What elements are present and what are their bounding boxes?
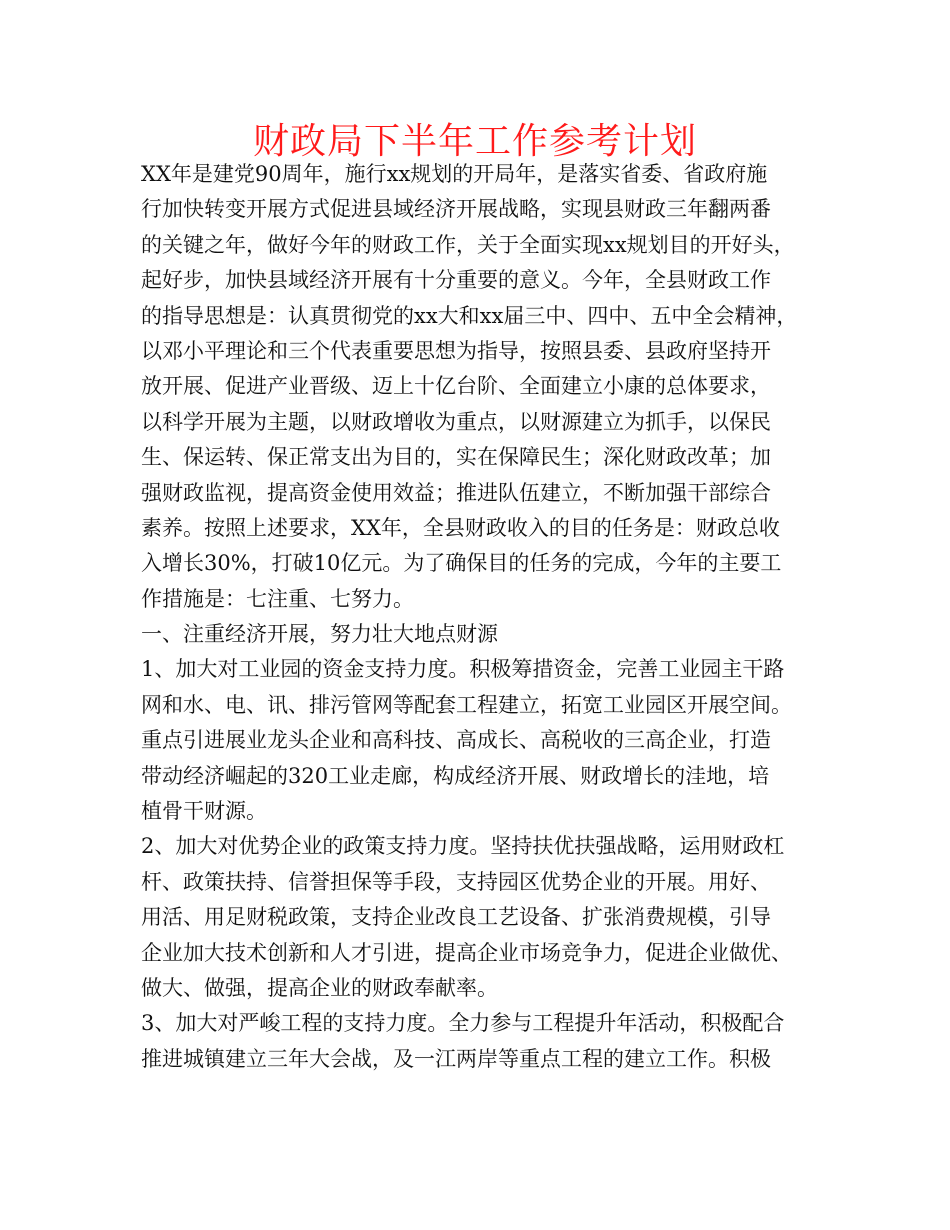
body-line: 素养。按照上述要求，XX年，全县财政收入的目的任务是：财政总收 xyxy=(141,515,780,540)
body-line: 以邓小平理论和三个代表重要思想为指导，按照县委、县政府坚持开 xyxy=(141,338,771,363)
body-line: XX年是建党90周年，施行xx规划的开局年，是落实省委、省政府施 xyxy=(141,162,768,186)
document-title: 财政局下半年工作参考计划 xyxy=(252,121,697,162)
body-line: 行加快转变开展方式促进县域经济开展战略，实现县财政三年翻两番 xyxy=(141,197,771,222)
body-line: 用活、用足财税政策，支持企业改良工艺设备、扩张消费规模，引导 xyxy=(141,905,771,930)
body-line: 的关键之年，做好今年的财政工作，关于全面实现xx规划目的开好头， xyxy=(141,232,795,257)
body-line: 生、保运转、保正常支出为目的，实在保障民生；深化财政改革；加 xyxy=(141,445,771,470)
body-line: 推进城镇建立三年大会战，及一江两岸等重点工程的建立工作。积极 xyxy=(141,1046,771,1071)
body-line: 植骨干财源。 xyxy=(141,799,267,824)
body-line: 放开展、促进产业晋级、迈上十亿台阶、全面建立小康的总体要求， xyxy=(141,374,771,399)
body-line: 带动经济崛起的320工业走廊，构成经济开展、财政增长的洼地，培 xyxy=(141,763,770,788)
section-heading: 一、注重经济开展，努力壮大地点财源 xyxy=(141,622,498,647)
document-body xyxy=(141,157,813,1077)
body-line: 作措施是：七注重、七努力。 xyxy=(141,586,414,611)
body-line: 网和水、电、讯、排污管网等配套工程建立，拓宽工业园区开展空间。 xyxy=(141,692,792,717)
body-line: 做大、做强，提高企业的财政奉献率。 xyxy=(141,975,498,1000)
body-line: 3、加大对严峻工程的支持力度。全力参与工程提升年活动，积极配合 xyxy=(141,1011,785,1036)
body-line: 杆、政策扶持、信誉担保等手段，支持园区优势企业的开展。用好、 xyxy=(141,869,771,894)
body-line: 1、加大对工业园的资金支持力度。积极筹措资金，完善工业园主干路 xyxy=(141,657,785,682)
body-line: 起好步，加快县域经济开展有十分重要的意义。今年，全县财政工作 xyxy=(141,268,771,293)
body-line: 的指导思想是：认真贯彻党的xx大和xx届三中、四中、五中全会精神， xyxy=(141,303,798,328)
body-line: 2、加大对优势企业的政策支持力度。坚持扶优扶强战略，运用财政杠 xyxy=(141,834,785,859)
body-line: 重点引进展业龙头企业和高科技、高成长、高税收的三高企业，打造 xyxy=(141,728,771,753)
body-line: 入增长30%，打破10亿元。为了确保目的任务的完成，今年的主要工 xyxy=(141,551,782,576)
body-line: 企业加大技术创新和人才引进，提高企业市场竞争力，促进企业做优、 xyxy=(141,940,792,965)
body-line: 强财政监视，提高资金使用效益；推进队伍建立，不断加强干部综合 xyxy=(141,480,771,505)
body-line: 以科学开展为主题，以财政增收为重点，以财源建立为抓手，以保民 xyxy=(141,409,771,434)
